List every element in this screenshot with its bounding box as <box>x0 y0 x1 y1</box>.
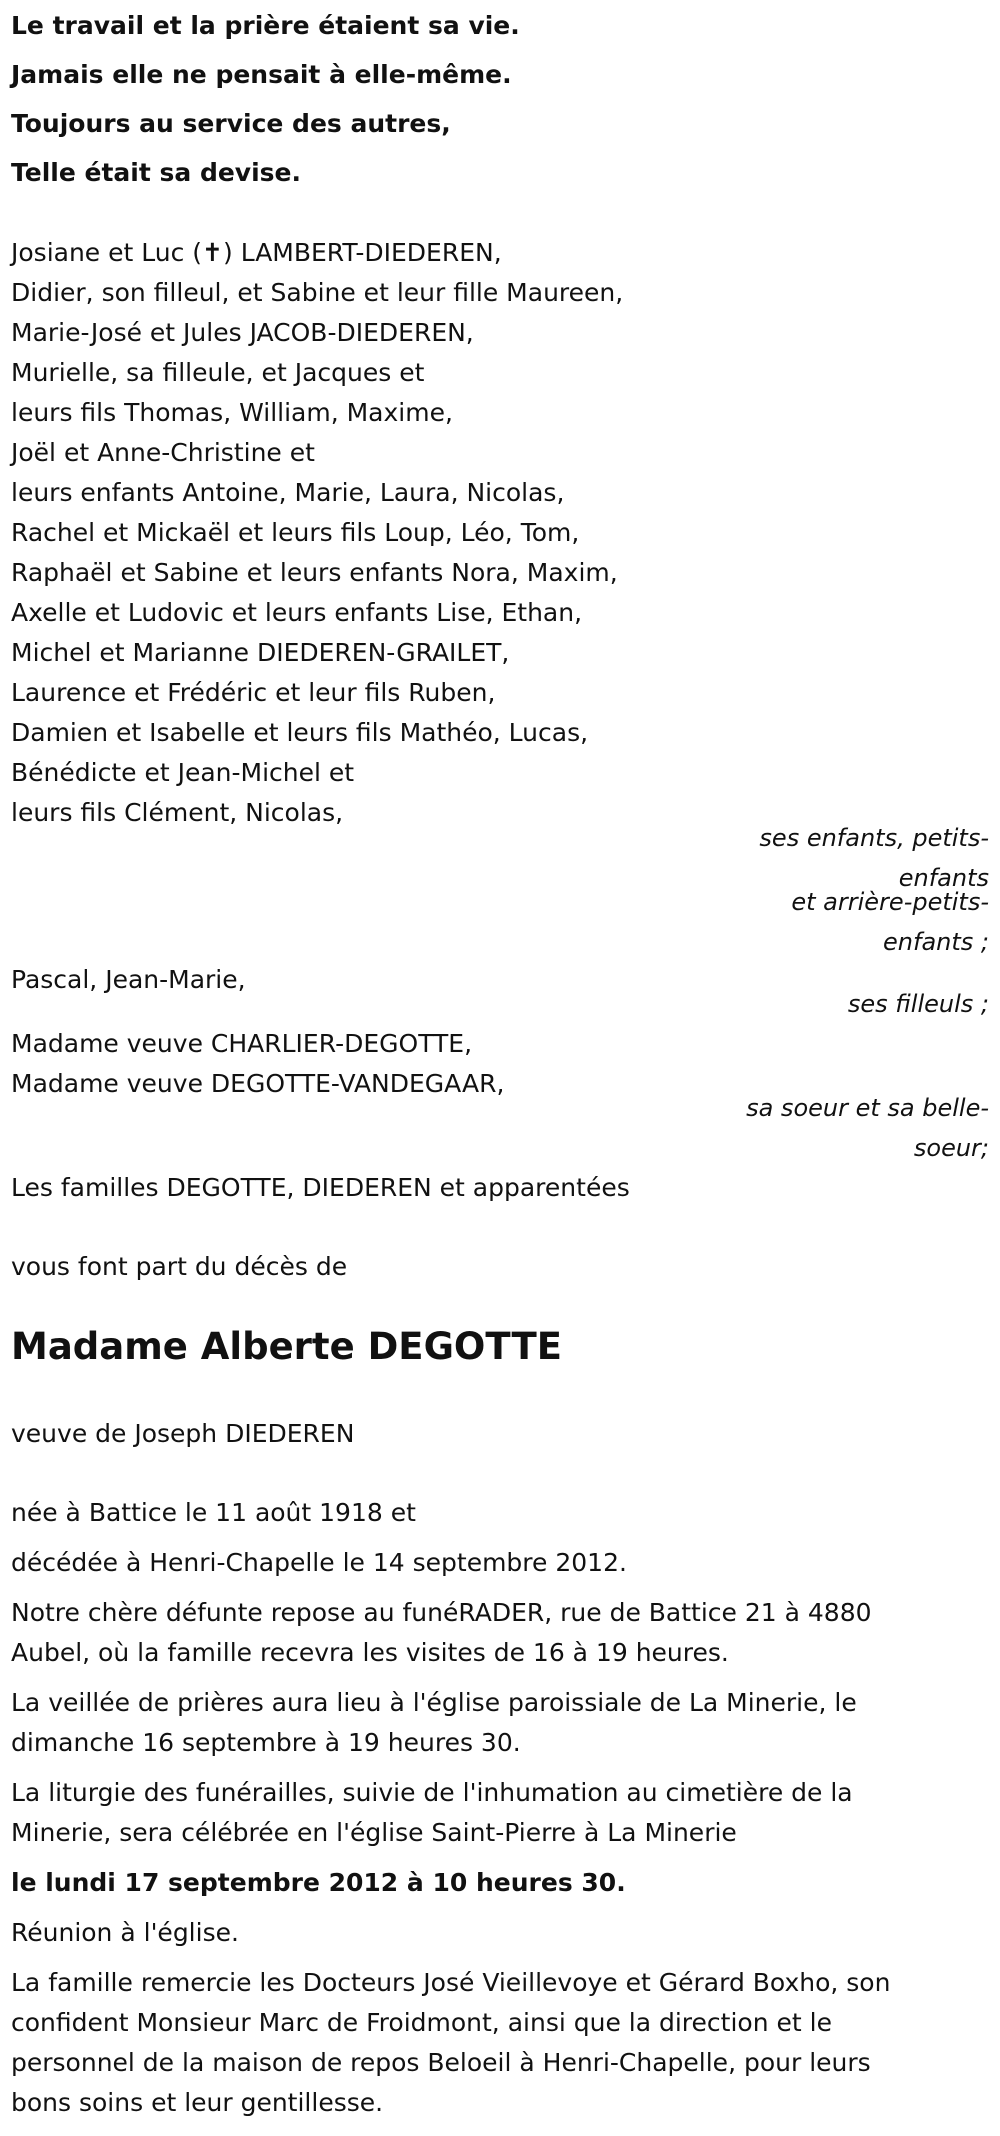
family-line: Marie-José et Jules JACOB-DIEDEREN, <box>11 318 474 347</box>
sister-line-2: Madame veuve DEGOTTE-VANDEGAAR, <box>11 1069 505 1098</box>
role-great-1: et arrière-petits- <box>791 888 989 916</box>
family-line: Damien et Isabelle et leurs fils Mathéo, Lucas, <box>11 718 589 747</box>
family-line: Didier, son filleul, et Sabine et leur fille Maureen, <box>11 278 624 307</box>
role-godchildren: ses filleuls ; <box>847 990 989 1018</box>
rest-line: Aubel, où la famille recevra les visites de 16 à 19 heures. <box>11 1638 729 1667</box>
vigil-paragraph <box>11 1683 857 1763</box>
thanks-paragraph <box>11 1963 890 2123</box>
motto-line-4: Telle était sa devise. <box>11 158 301 187</box>
sister-line-1: Madame veuve CHARLIER-DEGOTTE, <box>11 1029 473 1058</box>
funeral-date: le lundi 17 septembre 2012 à 10 heures 30. <box>11 1868 626 1897</box>
role-sisters-2: soeur; <box>913 1134 989 1162</box>
family-line: Joël et Anne-Christine et <box>11 438 315 467</box>
role-great-2: enfants ; <box>883 928 989 956</box>
widow-of: veuve de Joseph DIEDEREN <box>11 1419 355 1448</box>
thanks-line: confident Monsieur Marc de Froidmont, ainsi que la direction et le <box>11 2008 832 2037</box>
family-line: Axelle et Ludovic et leurs enfants Lise, Ethan, <box>11 598 583 627</box>
family-line: Michel et Marianne DIEDEREN-GRAILET, <box>11 638 510 667</box>
family-line: Rachel et Mickaël et leurs fils Loup, Léo, Tom, <box>11 518 580 547</box>
family-line: Laurence et Frédéric et leur fils Ruben, <box>11 678 496 707</box>
motto-line-1: Le travail et la prière étaient sa vie. <box>11 11 520 40</box>
family-list <box>11 233 623 833</box>
thanks-line: bons soins et leur gentillesse. <box>11 2088 384 2117</box>
vigil-line: dimanche 16 septembre à 19 heures 30. <box>11 1728 521 1757</box>
vigil-line: La veillée de prières aura lieu à l'église paroissiale de La Minerie, le <box>11 1688 857 1717</box>
liturgy-paragraph <box>11 1773 853 1853</box>
died: décédée à Henri-Chapelle le 14 septembre 2012. <box>11 1548 627 1577</box>
thanks-line: La famille remercie les Docteurs José Vieillevoye et Gérard Boxho, son <box>11 1968 891 1997</box>
godchildren: Pascal, Jean-Marie, <box>11 965 246 994</box>
family-line: Josiane et Luc (✝) LAMBERT-DIEDEREN, <box>11 238 502 267</box>
family-line: leurs fils Clément, Nicolas, <box>11 798 344 827</box>
rest-paragraph <box>11 1593 872 1673</box>
families: Les familles DEGOTTE, DIEDEREN et apparentées <box>11 1173 630 1202</box>
family-line: Raphaël et Sabine et leurs enfants Nora, Maxim, <box>11 558 618 587</box>
deceased-name: Madame Alberte DEGOTTE <box>11 1325 562 1368</box>
liturgy-line: Minerie, sera célébrée en l'église Saint-Pierre à La Minerie <box>11 1818 737 1847</box>
rest-line: Notre chère défunte repose au funéRADER, rue de Battice 21 à 4880 <box>11 1598 872 1627</box>
motto-line-2: Jamais elle ne pensait à elle-même. <box>11 60 512 89</box>
motto-line-3: Toujours au service des autres, <box>11 109 451 138</box>
role-sisters-1: sa soeur et sa belle- <box>746 1094 989 1122</box>
family-line: leurs fils Thomas, William, Maxime, <box>11 398 453 427</box>
liturgy-line: La liturgie des funérailles, suivie de l'inhumation au cimetière de la <box>11 1778 853 1807</box>
thanks-line: personnel de la maison de repos Beloeil à Henri-Chapelle, pour leurs <box>11 2048 871 2077</box>
family-line: leurs enfants Antoine, Marie, Laura, Nicolas, <box>11 478 565 507</box>
born: née à Battice le 11 août 1918 et <box>11 1498 416 1527</box>
role-children-2: enfants <box>898 864 989 892</box>
family-line: Bénédicte et Jean-Michel et <box>11 758 355 787</box>
meeting: Réunion à l'église. <box>11 1918 239 1947</box>
announce: vous font part du décès de <box>11 1252 348 1281</box>
role-children-1: ses enfants, petits- <box>759 824 989 852</box>
family-line: Murielle, sa filleule, et Jacques et <box>11 358 425 387</box>
